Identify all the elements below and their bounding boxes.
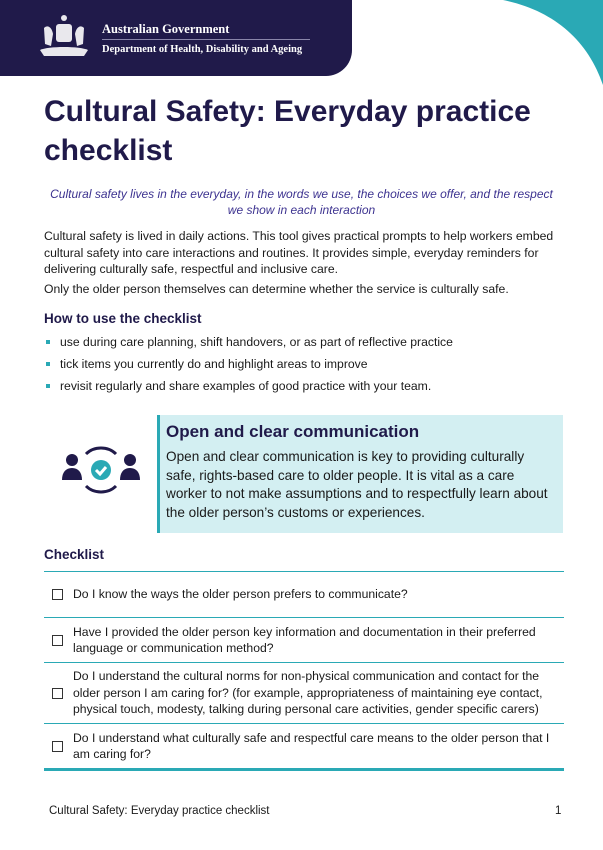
checkbox[interactable] (52, 741, 63, 752)
checklist-item (44, 572, 564, 618)
checklist-heading: Checklist (44, 547, 105, 562)
bullet-text: use during care planning, shift handovers, or as part of reflective practice (60, 335, 453, 349)
bullet-item (44, 357, 368, 371)
checkbox[interactable] (52, 688, 63, 699)
panel-heading: Open and clear communication (166, 422, 420, 441)
how-to-heading: How to use the checklist (44, 311, 202, 326)
bullet-icon (46, 340, 50, 344)
checklist-item (44, 618, 564, 663)
communication-panel (157, 415, 563, 533)
page-title: Cultural Safety: Everyday practice checklist (44, 95, 531, 167)
decorative-teal-curve (483, 0, 603, 85)
checklist-item (44, 724, 564, 768)
checkbox[interactable] (52, 589, 63, 600)
bullet-text: revisit regularly and share examples of good practice with your team. (60, 379, 432, 393)
people-exchange-check-icon (60, 444, 142, 496)
checklist-item (44, 663, 564, 724)
bullet-item (44, 379, 431, 393)
bullet-text: tick items you currently do and highlight areas to improve (60, 357, 368, 371)
bullet-icon (46, 362, 50, 366)
government-header (0, 0, 352, 76)
bullet-item (44, 335, 453, 349)
checklist (44, 571, 564, 771)
coat-of-arms-icon (36, 12, 92, 60)
subtitle: Cultural safety lives in the everyday, in the words we use, the choices we offer, and the respect we show in each interaction (50, 187, 553, 217)
checkbox[interactable] (52, 635, 63, 646)
checklist-text: Have I provided the older person key information and documentation in their preferred language or communication method? (73, 624, 536, 655)
checklist-text: Do I understand what culturally safe and respectful care means to the older person that I am caring for? (73, 730, 550, 761)
bullet-icon (46, 384, 50, 388)
page-number: 1 (555, 805, 562, 817)
footer-title: Cultural Safety: Everyday practice checklist (49, 805, 270, 817)
checklist-text: Do I understand the cultural norms for non-physical communication and contact for the older person I am caring for? (for example, appropriateness of maintaining eye contact, physical touch, modesty, talking during personal care activities, gender specific carers) (73, 669, 543, 717)
header-divider (102, 39, 310, 40)
panel-text: Open and clear communication is key to providing culturally safe, rights-based care to older people. It is vital as a care worker to not make assumptions and to respectfully learn about the older person’s customs or experiences. (166, 449, 548, 520)
checklist-text: Do I know the ways the older person prefers to communicate? (73, 587, 408, 602)
dept-name: Department of Health, Disability and Ageing (102, 44, 303, 55)
intro-paragraph: Cultural safety is lived in daily actions. This tool gives practical prompts to help workers embed cultural safety into care interactions and routines. It provides simple, everyday reminders for delivering culturally safe, respectful and inclusive care. (44, 229, 554, 276)
gov-name: Australian Government (102, 22, 230, 36)
intro-paragraph: Only the older person themselves can determine whether the service is culturally safe. (44, 282, 509, 296)
